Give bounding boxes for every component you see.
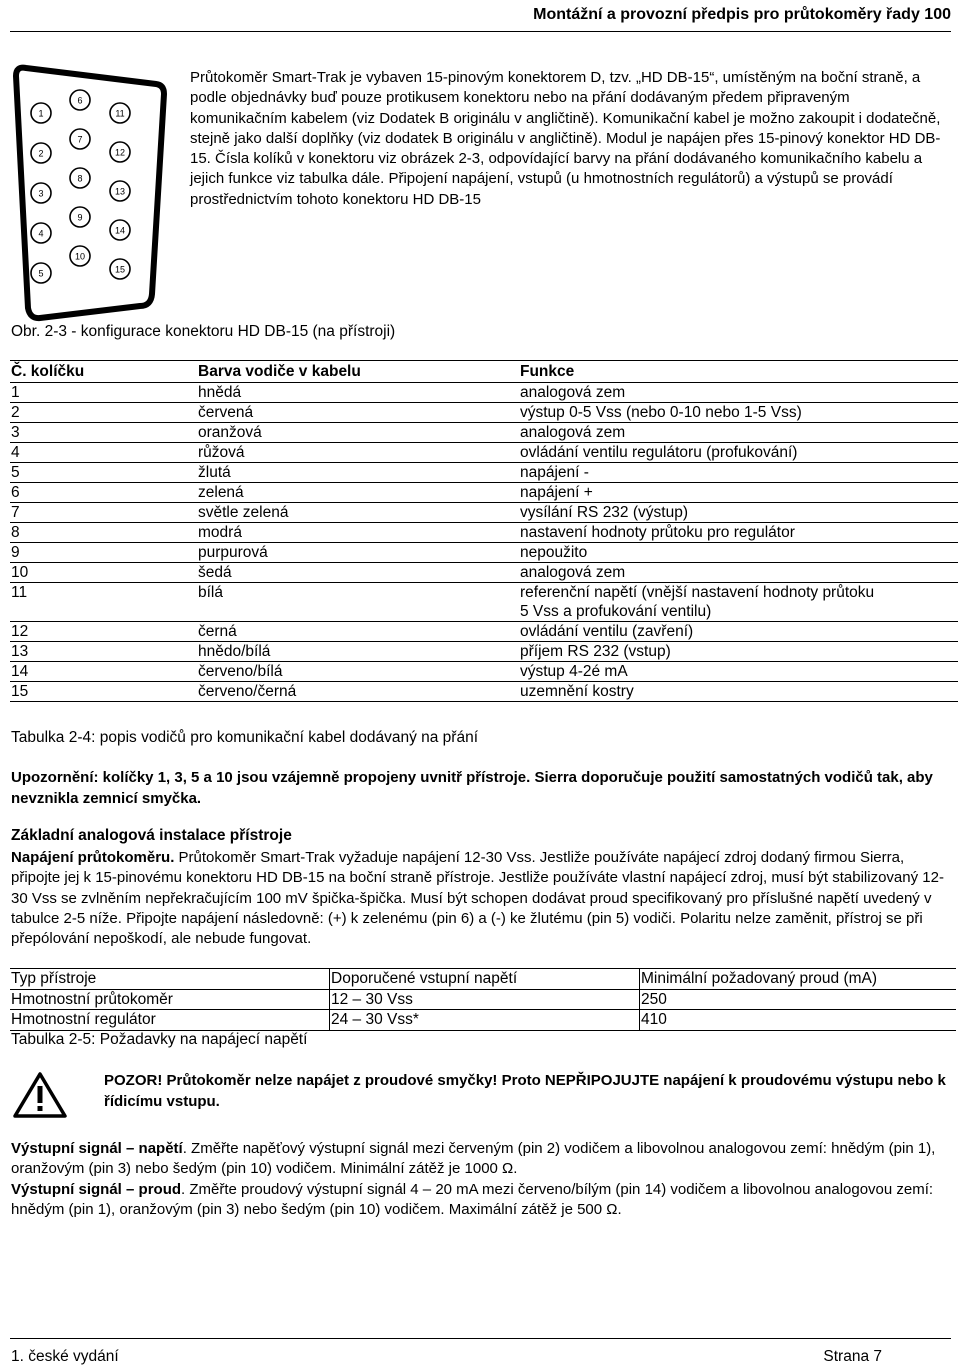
connector-pin: [70, 129, 90, 149]
pin-table-row: [10, 662, 958, 682]
pin-table-row: [10, 523, 958, 543]
pin-number: 6: [10, 483, 189, 503]
connector-pin: [110, 142, 130, 162]
pin-function: napájení -: [511, 463, 958, 483]
connector-pin-label: 14: [114, 225, 126, 236]
connector-pin: [70, 207, 90, 227]
connector-pin: [31, 263, 51, 283]
req-table-header: [10, 969, 956, 990]
pin-table-row: [10, 642, 958, 662]
pin-number: 2: [10, 403, 189, 423]
analog-section-title: Základní analogová instalace přístroje: [11, 827, 292, 844]
pin-table-header: [10, 361, 958, 383]
connector-pin: [110, 220, 130, 240]
pin-table-row: [10, 543, 958, 563]
pin-table-row: [10, 503, 958, 523]
pin-table-caption: Tabulka 2-4: popis vodičů pro komunikační kabel dodávaný na přání: [11, 729, 479, 746]
pin-wire-color: bílá: [189, 583, 511, 622]
connector-pin-label: 7: [77, 134, 83, 145]
pin-number: 5: [10, 463, 189, 483]
pin-function: výstup 4-2é mA: [511, 662, 958, 682]
pin-header-number: Č. kolíčku: [10, 361, 189, 383]
connector-pin: [31, 103, 51, 123]
connector-pin: [70, 246, 90, 266]
pin-wire-color: světle zelená: [189, 503, 511, 523]
output-signals-paragraph: [11, 1139, 951, 1220]
pin-number: 13: [10, 642, 189, 662]
pin-wire-color: červeno/černá: [189, 682, 511, 702]
pin-function: analogová zem: [511, 563, 958, 583]
pin-number: 9: [10, 543, 189, 563]
pin-table: [10, 360, 958, 702]
connector-pin-label: 2: [38, 148, 44, 159]
power-label: Napájení průtokoměru.: [11, 849, 175, 866]
pin-table-row: [10, 563, 958, 583]
pin-number: 10: [10, 563, 189, 583]
req-device-type: Hmotnostní regulátor: [10, 1010, 330, 1031]
req-current: 410: [640, 1010, 957, 1031]
warning-triangle-icon: [12, 1071, 68, 1119]
pin-table-row: [10, 682, 958, 702]
req-header-voltage: Doporučené vstupní napětí: [330, 969, 640, 990]
pin-table-row: [10, 423, 958, 443]
req-voltage: 12 – 30 Vss: [330, 989, 640, 1010]
current-loop-warning: POZOR! Průtokoměr nelze napájet z proudové smyčky! Proto NEPŘIPOJUJTE napájení k proudovému výstupu nebo k řídicímu vstupu.: [104, 1072, 946, 1110]
pin-function-line: referenční napětí (vnější nastavení hodnoty průtoku: [520, 584, 875, 601]
pin-function: ovládání ventilu regulátoru (profukování): [511, 443, 958, 463]
power-paragraph: [11, 848, 949, 949]
connector-pin: [31, 143, 51, 163]
req-table-row: [10, 1010, 956, 1031]
pin-table-row: [10, 403, 958, 423]
pin-number: 3: [10, 423, 189, 443]
pin-function: nastavení hodnoty průtoku pro regulátor: [511, 523, 958, 543]
figure-caption: Obr. 2-3 - konfigurace konektoru HD DB-15 (na přístroji): [11, 323, 396, 340]
pin-wire-color: žlutá: [189, 463, 511, 483]
connector-pin-label: 1: [38, 108, 44, 119]
connector-pin-label: 15: [114, 264, 126, 275]
pin-function: analogová zem: [511, 423, 958, 443]
voltage-output-label: Výstupní signál – napětí: [11, 1140, 183, 1157]
req-voltage: 24 – 30 Vss*: [330, 1010, 640, 1031]
connector-pins: [31, 90, 130, 283]
hd-db15-connector-diagram: [10, 62, 170, 322]
connector-pin: [110, 259, 130, 279]
pin-header-function: Funkce: [511, 361, 958, 383]
pin-wire-color: oranžová: [189, 423, 511, 443]
req-header-current: Minimální požadovaný proud (mA): [640, 969, 957, 990]
pin-function: [511, 583, 958, 622]
pin-number: 15: [10, 682, 189, 702]
pin-number: 11: [10, 583, 189, 622]
connector-pin-label: 6: [77, 95, 83, 106]
pin-wire-color: hnědá: [189, 383, 511, 403]
req-table-row: [10, 989, 956, 1010]
connector-pin-label: 13: [114, 186, 126, 197]
intro-paragraph: Průtokoměr Smart-Trak je vybaven 15-pinovým konektorem D, tzv. „HD DB-15“, umístěným na boční straně, a podle objednávky buď pouze protikusem konektoru nebo na přání dodávaným předem připraveným komunikačním kabelem (viz Dodatek B originálu v angličtině). Komunikační kabel je možno zakoupit i dodatečně, stejně jako další doplňky (viz dodatek B originálu v angličtině). Modul je napájen přes 15-pinový konektor HD DB-15. Čísla kolíků v konektoru viz obrázek 2-3, odpovídající barvy na přání dodávaného komunikačního kabelu a jejich funkce viz tabulka dále. Připojení napájení, vstupů (u hmotnostních regulátorů) a výstupů se provádí prostřednictvím tohoto konektoru HD DB-15: [190, 69, 941, 208]
connector-pin: [110, 103, 130, 123]
pin-function: ovládání ventilu (zavření): [511, 622, 958, 642]
pin-table-row: [10, 463, 958, 483]
pin-table-row: [10, 622, 958, 642]
pin-function-line: 5 Vss a profukování ventilu): [520, 603, 712, 620]
pin-function: příjem RS 232 (vstup): [511, 642, 958, 662]
pin-number: 1: [10, 383, 189, 403]
connector-pin-label: 11: [115, 108, 125, 119]
pin-wire-color: šedá: [189, 563, 511, 583]
footer-edition: 1. české vydání: [11, 1348, 119, 1365]
header-rule: [10, 31, 951, 32]
pin-number: 4: [10, 443, 189, 463]
pin-function: analogová zem: [511, 383, 958, 403]
pin-table-row: [10, 583, 958, 622]
connector-pin: [70, 168, 90, 188]
pin-function: napájení +: [511, 483, 958, 503]
pin-function: nepoužito: [511, 543, 958, 563]
footer-page-number: Strana 7: [823, 1348, 882, 1365]
header-title: Montážní a provozní předpis pro průtokoměry řady 100: [533, 6, 951, 23]
pin-wire-color: červená: [189, 403, 511, 423]
pin-number: 7: [10, 503, 189, 523]
connector-pin: [31, 223, 51, 243]
req-device-type: Hmotnostní průtokoměr: [10, 989, 330, 1010]
connector-pin: [70, 90, 90, 110]
pin-wire-color: červeno/bílá: [189, 662, 511, 682]
connector-pin-label: 5: [38, 268, 44, 279]
req-table-caption: Tabulka 2-5: Požadavky na napájecí napětí: [11, 1031, 308, 1048]
pin-function: vysílání RS 232 (výstup): [511, 503, 958, 523]
pin-table-row: [10, 383, 958, 403]
pin-function: uzemnění kostry: [511, 682, 958, 702]
current-output-label: Výstupní signál – proud: [11, 1180, 182, 1198]
connector-pin-label: 3: [38, 188, 44, 199]
connector-pin-label: 9: [77, 212, 83, 223]
power-requirements-table: [10, 968, 956, 1031]
pin-wire-color: černá: [189, 622, 511, 642]
connector-pin: [110, 181, 130, 201]
pin-wire-color: purpurová: [189, 543, 511, 563]
pin-function: výstup 0-5 Vss (nebo 0-10 nebo 1-5 Vss): [511, 403, 958, 423]
pin-table-row: [10, 483, 958, 503]
req-current: 250: [640, 989, 957, 1010]
current-output-text: . Změřte proudový výstupní signál 4 – 20 mA mezi červeno/bílým (pin 14) vodičem a libovolnou analogovou zemí: hnědým (pin 1), oranžovým (pin 3) nebo šedým (pin 10) vodičem. Maximální zátěž je 500 Ω.: [11, 1180, 934, 1218]
pin-wire-color: zelená: [189, 483, 511, 503]
connector-pin-label: 12: [114, 147, 126, 158]
connector-pin-label: 10: [74, 251, 86, 262]
pin-table-row: [10, 443, 958, 463]
power-text: Průtokoměr Smart-Trak vyžaduje napájení 12-30 Vss. Jestliže používáte napájecí zdroj dodaný firmou Sierra, připojte jej k 15-pinovému konektoru HD DB-15 na boční straně přístroje. Jestliže používáte vlastní napájecí zdroj, musí být stabilizovaný 12-30 Vss se zvlněním nepřekračujícím 100 mV špička-špička. Musí být schopen dodávat proud specifikovaný pro příslušné napětí uvedený v tabulce 2-5 níže. Připojte napájení následovně: (+) k zelenému (pin 6) a (-) ke žlutému (pin 5) vodiči. Polaritu nelze zaměnit, přístroj se při přepólování nepoškodí, ale nebude fungovat.: [11, 849, 944, 948]
ground-loop-warning: Upozornění: kolíčky 1, 3, 5 a 10 jsou vzájemně propojeny uvnitř přístroje. Sierra doporučuje použití samostatných vodičů tak, aby nevznikla zemnicí smyčka.: [11, 769, 933, 807]
connector-pin-label: 4: [38, 228, 44, 239]
voltage-output-text: . Změřte napěťový výstupní signál mezi červeným (pin 2) vodičem a libovolnou analogovou zemí: hnědým (pin 1), oranžovým (pin 3) nebo šedým (pin 10) vodičem. Minimální zátěž je 1000 Ω.: [11, 1140, 936, 1178]
pin-header-color: Barva vodiče v kabelu: [189, 361, 511, 383]
pin-wire-color: hnědo/bílá: [189, 642, 511, 662]
connector-pin: [31, 183, 51, 203]
pin-number: 8: [10, 523, 189, 543]
pin-wire-color: modrá: [189, 523, 511, 543]
req-header-type: Typ přístroje: [10, 969, 330, 990]
connector-pin-label: 8: [77, 173, 83, 184]
pin-number: 14: [10, 662, 189, 682]
pin-wire-color: růžová: [189, 443, 511, 463]
pin-number: 12: [10, 622, 189, 642]
footer-rule: [10, 1338, 951, 1339]
